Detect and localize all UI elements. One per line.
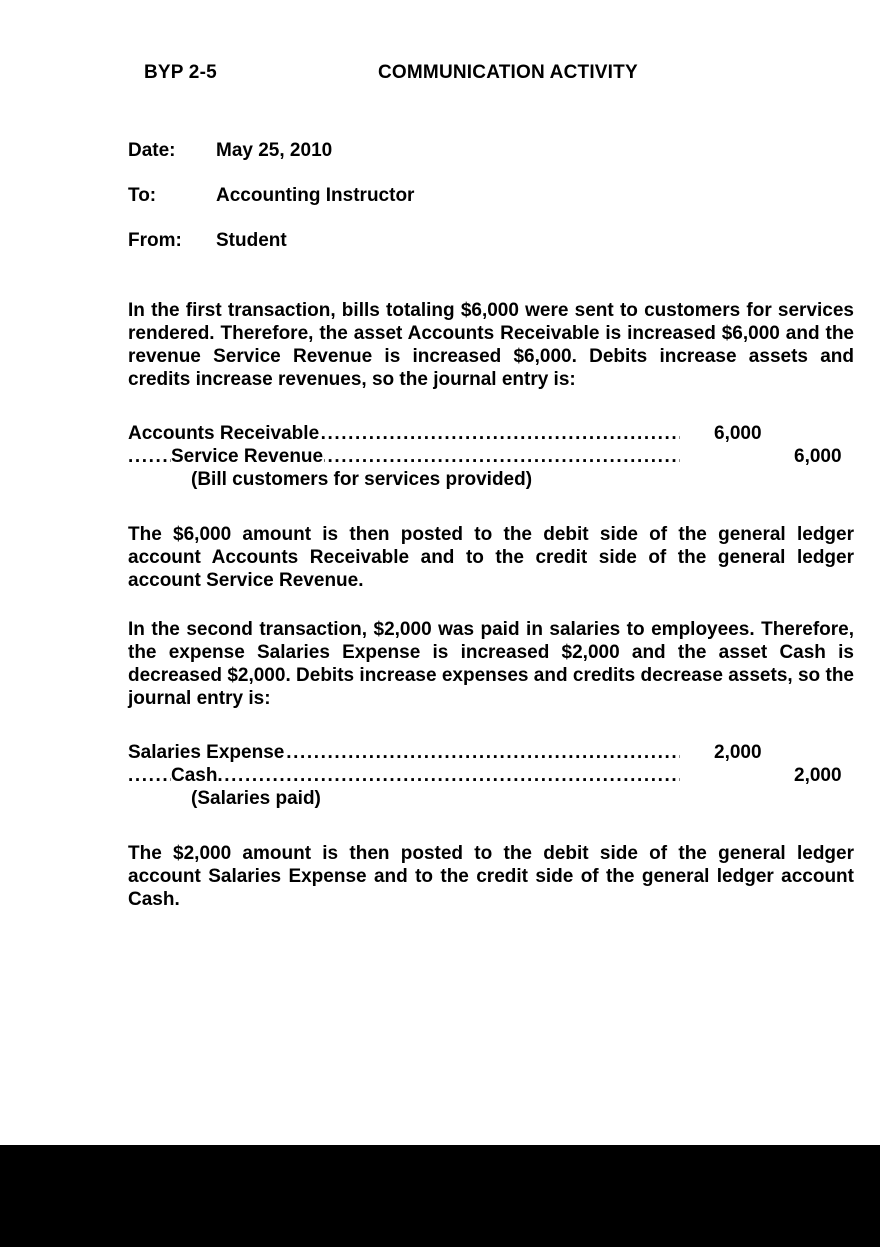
document-content [128, 0, 854, 911]
journal-credit-account: Cash [171, 765, 218, 786]
exercise-code: BYP 2-5 [144, 62, 217, 83]
journal-credit-amount: 2,000 [794, 765, 842, 786]
memo-value-from: Student [216, 230, 287, 251]
journal-line-credit [128, 445, 854, 468]
memo-label-from: From: [128, 230, 182, 251]
memo-label-date: Date: [128, 140, 176, 161]
paragraph-first-transaction: In the first transaction, bills totaling $6,000 were sent to customers for services rendered. Therefore, the asset Accounts Receivable is increased $6,000 and the revenue Service Revenue is increased $6,000. Debits increase assets and credits increase revenues, so the journal entry is: [128, 300, 854, 390]
memo-row-to [128, 185, 854, 207]
document-header [128, 62, 854, 92]
journal-line-debit [128, 741, 854, 764]
memo-row-date [128, 140, 854, 162]
journal-narration: (Salaries paid) [191, 788, 321, 809]
journal-line-narration [128, 787, 854, 810]
page-bottom-bar [0, 1145, 880, 1247]
journal-line-narration [128, 468, 854, 491]
memo-value-date: May 25, 2010 [216, 140, 333, 161]
journal-narration: (Bill customers for services provided) [191, 469, 533, 490]
paragraph-second-transaction: In the second transaction, $2,000 was paid in salaries to employees. Therefore, the expense Salaries Expense is increased $2,000 and the asset Cash is decreased $2,000. Debits increase expenses and credits decrease assets, so the journal entry is: [128, 619, 854, 709]
paragraph-first-posting: The $6,000 amount is then posted to the debit side of the general ledger account Accounts Receivable and to the credit side of the general ledger account Service Revenue. [128, 524, 854, 591]
journal-line-debit [128, 422, 854, 445]
journal-debit-amount: 6,000 [714, 423, 762, 444]
journal-entry-second [128, 741, 854, 810]
memo-row-from [128, 230, 854, 252]
journal-debit-account: Salaries Expense [128, 742, 285, 763]
memo-header-block [128, 140, 854, 252]
journal-credit-amount: 6,000 [794, 446, 842, 467]
journal-credit-account: Service Revenue [171, 446, 324, 467]
page-title: COMMUNICATION ACTIVITY [378, 62, 638, 83]
journal-debit-amount: 2,000 [714, 742, 762, 763]
memo-label-to: To: [128, 185, 157, 206]
journal-entry-first [128, 422, 854, 491]
paragraph-second-posting: The $2,000 amount is then posted to the debit side of the general ledger account Salaries Expense and to the credit side of the general ledger account Cash. [128, 843, 854, 910]
journal-line-credit [128, 764, 854, 787]
memo-value-to: Accounting Instructor [216, 185, 415, 206]
journal-debit-account: Accounts Receivable [128, 423, 320, 444]
